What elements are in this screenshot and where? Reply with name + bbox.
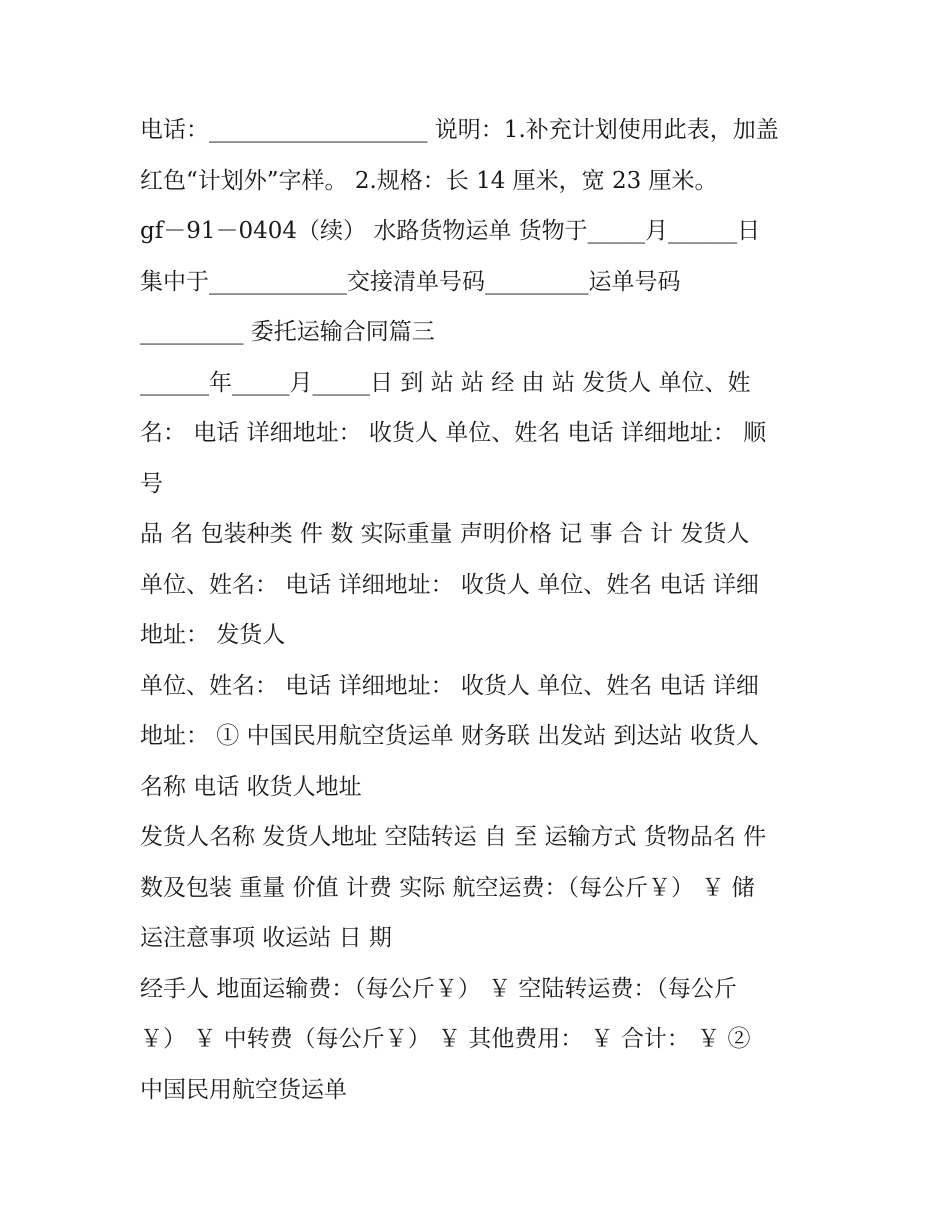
text-line: 名： 电话 详细地址： 收货人 单位、姓名 电话 详细地址： 顺 bbox=[140, 420, 767, 446]
text-line: 中国民用航空货运单 bbox=[140, 1077, 347, 1103]
text-line: 发货人名称 发货人地址 空陆转运 自 至 运输方式 货物品名 件 bbox=[140, 824, 767, 850]
text-line: 号 bbox=[140, 471, 163, 497]
text-line: 单位、姓名： 电话 详细地址： 收货人 单位、姓名 电话 详细 bbox=[140, 673, 759, 699]
text-line: gf－91－0404（续） 水路货物运单 货物于_____月______日 bbox=[140, 218, 761, 244]
text-line: _________ 委托运输合同篇三 bbox=[140, 319, 435, 345]
text-line: 经手人 地面运输费：（每公斤￥） ￥ 空陆转运费：（每公斤 bbox=[140, 976, 737, 1002]
text-line: 单位、姓名： 电话 详细地址： 收货人 单位、姓名 电话 详细 bbox=[140, 572, 759, 598]
text-line: 数及包装 重量 价值 计费 实际 航空运费：（每公斤￥） ￥ 储 bbox=[140, 875, 755, 901]
text-line: ￥） ￥ 中转费（每公斤￥） ￥ 其他费用： ￥ 合计： ￥ ② bbox=[140, 1026, 751, 1052]
text-line: 地址： 发货人 bbox=[140, 622, 286, 648]
text-line: 品 名 包装种类 件 数 实际重量 声明价格 记 事 合 计 发货人 bbox=[140, 521, 750, 547]
text-line: 运注意事项 收运站 日 期 bbox=[140, 925, 392, 951]
text-line: 集中于____________交接清单号码_________运单号码 bbox=[140, 269, 681, 295]
text-line: 红色“计划外”字样。 2.规格：长 14 厘米，宽 23 厘米。 bbox=[140, 168, 718, 194]
text-line: 电话：___________________ 说明：1.补充计划使用此表，加盖 bbox=[140, 117, 779, 143]
text-line: 地址： ① 中国民用航空货运单 财务联 出发站 到达站 收货人 bbox=[140, 723, 759, 749]
text-line: 名称 电话 收货人地址 bbox=[140, 774, 362, 800]
text-line: ______年_____月_____日 到 站 站 经 由 站 发货人 单位、姓 bbox=[140, 370, 751, 396]
